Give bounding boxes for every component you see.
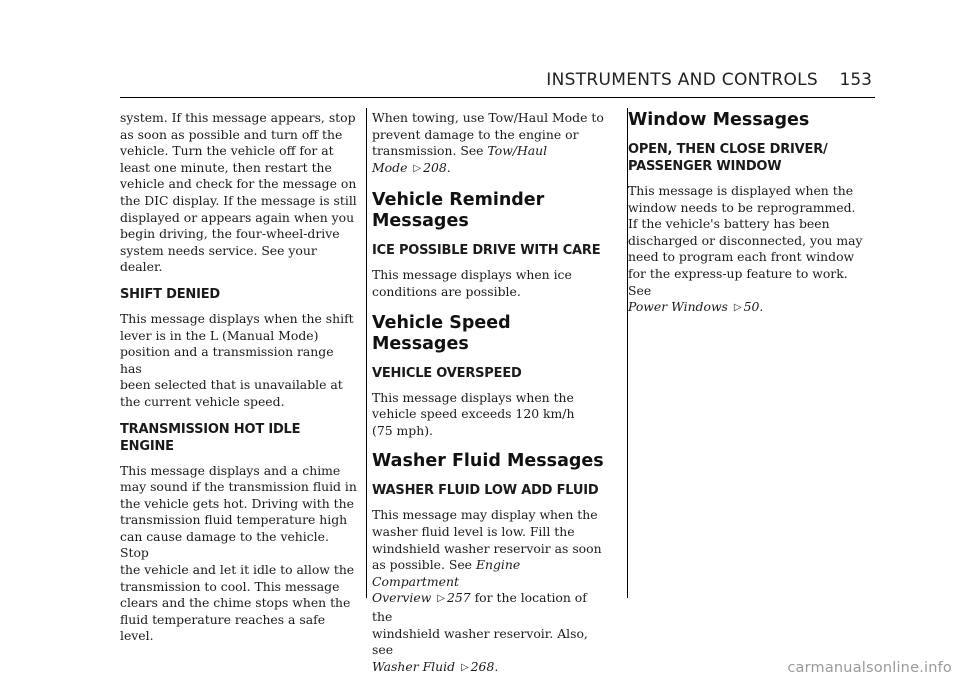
power-windows-page[interactable]: 50 [743,299,760,315]
washer-fluid-link[interactable]: Washer Fluid [372,658,456,674]
engine-compartment-link[interactable]: Engine Compartment [372,557,521,589]
intro-paragraph: system. If this message appears, stop as soon as possible and turn off the vehicle. Turn the vehicle off for at least one minute, then restart the vehicle and check for the message on the DIC display. If the message is still displayed or appears again when you begin driving, the four-wheel-drive system needs service. See your dealer. [120,110,357,275]
open-close-window-title: OPEN, THEN CLOSE DRIVER/ PASSENGER WINDOW [628,142,828,174]
page-reference-arrow-icon: ▷ [733,302,742,314]
column-divider [366,108,367,598]
ice-possible-body: This message displays when ice conditions are possible. [372,267,572,299]
towing-paragraph: When towing, use Tow/Haul Mode to prevent damage to the engine or transmission. See Tow/Haul Mode ▷ 208. [372,110,610,178]
power-windows-link[interactable]: Power Windows [628,299,728,315]
washer-fluid-body: This message may display when the washer fluid level is low. Fill the windshield washer reservoir as soon as possible. See Engine Compartment Overview ▷ 257 for the location of the windshield washer reservoir. Also, see Washer Fluid ▷ 268. [372,507,610,677]
engine-compartment-link-cont[interactable]: Overview [372,590,432,606]
shift-denied-title: SHIFT DENIED [120,286,221,302]
transmission-hot-body: This message displays and a chime may sound if the transmission fluid in the vehicle gets hot. Driving with the transmission fluid temperature high can cause damage to the vehicle. Stop the vehicle and let it idle to allow the transmission to cool. This message clears and the chime stops when the fluid temperature reaches a safe level. [120,462,357,644]
engine-compartment-page[interactable]: 257 [446,590,471,606]
running-title: INSTRUMENTS AND CONTROLS [546,70,818,90]
ice-possible-title: ICE POSSIBLE DRIVE WITH CARE [372,243,601,259]
towing-text: When towing, use Tow/Haul Mode to prevent damage to the engine or transmission. See [372,110,604,159]
window-messages-heading: Window Messages [628,110,810,130]
header-rule [120,97,875,98]
page-reference-arrow-icon: ▷ [437,593,445,605]
vehicle-overspeed-body: This message displays when the vehicle speed exceeds 120 km/h (75 mph). [372,389,575,438]
tow-haul-link[interactable]: Tow/Haul [487,143,548,159]
tow-haul-page[interactable]: 208 [423,159,447,175]
vehicle-overspeed-title: VEHICLE OVERSPEED [372,365,522,381]
transmission-hot-title: TRANSMISSION HOT IDLE ENGINE [120,421,301,454]
column-3 [628,110,866,318]
column-1 [120,110,358,645]
window-body: This message is displayed when the window needs to be reprogrammed. If the vehicle's battery has been discharged or disconnected, you may need to program each front window for the express-up feature to work. See Power Windows ▷ 50. [628,183,866,318]
washer-fluid-page[interactable]: 268 [470,658,495,674]
shift-denied-body: This message displays when the shift lever is in the L (Manual Mode) position and a transmission range has been selected that is unavailable at the current vehicle speed. [120,310,354,409]
vehicle-reminder-heading: Vehicle Reminder Messages [372,190,545,232]
washer-fluid-title: WASHER FLUID LOW ADD FLUID [372,483,599,499]
watermark: carmanualsonline.info [787,660,952,676]
column-2 [372,110,610,677]
vehicle-speed-heading: Vehicle Speed Messages [372,312,511,354]
page-number: 153 [839,70,872,90]
tow-haul-link-cont[interactable]: Mode [372,159,408,175]
washer-fluid-heading: Washer Fluid Messages [372,451,604,472]
page-reference-arrow-icon: ▷ [413,162,422,174]
page-reference-arrow-icon: ▷ [460,661,469,673]
